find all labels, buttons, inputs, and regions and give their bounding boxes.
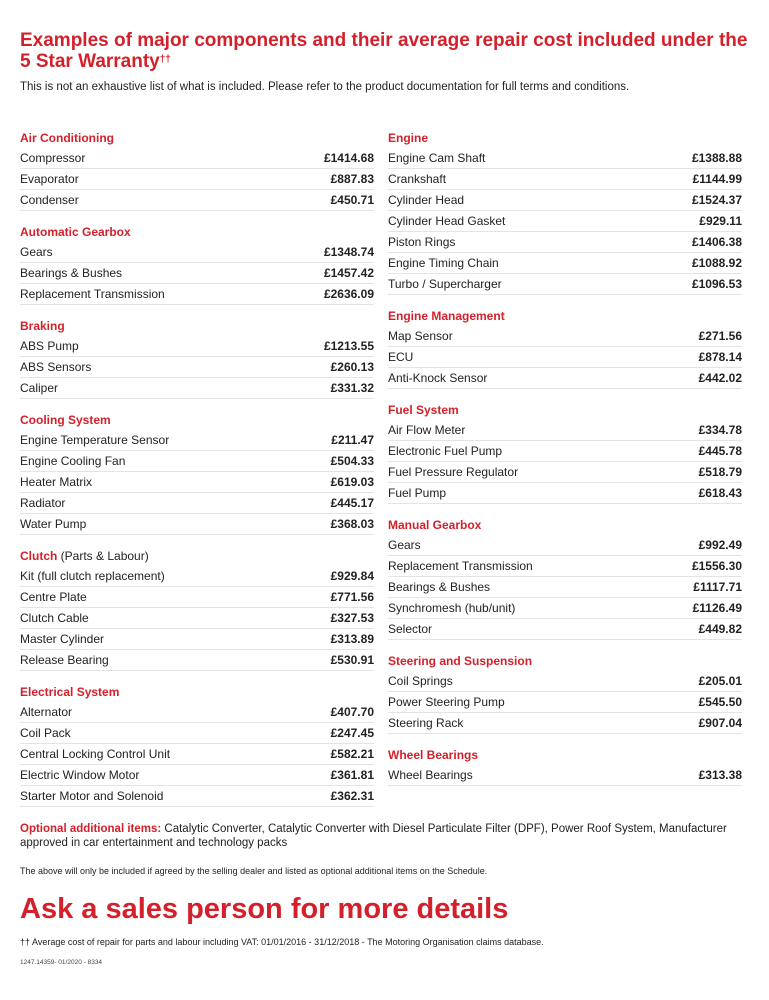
component-name: Clutch Cable xyxy=(20,611,89,625)
component-row xyxy=(388,368,742,389)
component-section xyxy=(20,682,374,807)
section-title: Manual Gearbox xyxy=(388,518,482,532)
optional-items-label: Optional additional items: xyxy=(20,823,162,835)
component-cost: £368.03 xyxy=(330,517,374,531)
component-name: Steering Rack xyxy=(388,716,464,730)
section-heading xyxy=(388,306,742,326)
section-gap xyxy=(20,399,374,410)
component-name: Engine Temperature Sensor xyxy=(20,433,170,447)
component-cost: £619.03 xyxy=(330,475,374,489)
component-name: Cylinder Head xyxy=(388,193,465,207)
component-row xyxy=(388,713,742,734)
component-name: Engine Timing Chain xyxy=(388,256,499,270)
component-cost: £518.79 xyxy=(698,465,742,479)
component-cost: £260.13 xyxy=(330,360,374,374)
component-cost: £929.11 xyxy=(699,214,742,228)
section-heading xyxy=(20,410,374,430)
component-row xyxy=(388,211,742,232)
component-name: ECU xyxy=(388,350,414,364)
component-name: Central Locking Control Unit xyxy=(20,747,171,761)
component-name: Condenser xyxy=(20,193,79,207)
component-section xyxy=(20,546,374,671)
section-title: Clutch xyxy=(20,549,58,563)
component-row xyxy=(388,232,742,253)
component-name: Alternator xyxy=(20,705,73,719)
component-name: ABS Sensors xyxy=(20,360,92,374)
component-name: Evaporator xyxy=(20,172,79,186)
component-name: Map Sensor xyxy=(388,329,453,343)
component-row xyxy=(20,493,374,514)
component-row xyxy=(20,587,374,608)
component-cost: £450.71 xyxy=(330,193,374,207)
component-name: Gears xyxy=(388,538,421,552)
section-title: Fuel System xyxy=(388,403,459,417)
optional-items xyxy=(20,822,750,850)
section-gap xyxy=(20,305,374,316)
section-heading xyxy=(388,651,742,671)
component-row xyxy=(20,608,374,629)
component-name: Caliper xyxy=(20,381,59,395)
component-cost: £1524.37 xyxy=(691,193,742,207)
section-gap xyxy=(388,640,742,651)
component-name: Radiator xyxy=(20,496,66,510)
section-gap xyxy=(388,734,742,745)
component-row xyxy=(388,347,742,368)
component-section xyxy=(20,410,374,535)
component-name: Electric Window Motor xyxy=(20,768,140,782)
component-row xyxy=(20,650,374,671)
component-row xyxy=(20,148,374,169)
section-gap xyxy=(388,295,742,306)
section-title: Cooling System xyxy=(20,413,111,427)
component-row xyxy=(20,765,374,786)
section-heading xyxy=(20,222,374,242)
component-cost: £530.91 xyxy=(330,653,374,667)
component-row xyxy=(20,169,374,190)
component-name: Master Cylinder xyxy=(20,632,105,646)
component-row xyxy=(388,274,742,295)
component-cost: £1144.99 xyxy=(692,172,742,186)
title-footnote-mark: †† xyxy=(159,54,171,65)
component-name: Fuel Pump xyxy=(388,486,447,500)
section-title: Wheel Bearings xyxy=(388,748,479,762)
component-cost: £313.89 xyxy=(330,632,374,646)
component-row xyxy=(20,336,374,357)
component-section xyxy=(20,316,374,399)
component-cost: £929.84 xyxy=(330,569,374,583)
component-name: Gears xyxy=(20,245,53,259)
document-code: 1247.14359- 01/2020 - 8334 xyxy=(20,959,103,966)
component-row xyxy=(20,786,374,807)
section-title: Automatic Gearbox xyxy=(20,225,131,239)
component-name: Engine Cam Shaft xyxy=(388,151,486,165)
component-name: Selector xyxy=(388,622,433,636)
component-name: Turbo / Supercharger xyxy=(388,277,502,291)
left-column xyxy=(20,128,374,807)
section-gap xyxy=(388,389,742,400)
component-section xyxy=(388,651,742,734)
section-heading xyxy=(388,515,742,535)
component-row xyxy=(388,483,742,504)
component-cost: £271.56 xyxy=(698,329,742,343)
section-title: Air Conditioning xyxy=(20,131,114,145)
section-title: Electrical System xyxy=(20,685,120,699)
component-row xyxy=(20,284,374,305)
component-cost: £445.17 xyxy=(330,496,374,510)
component-cost: £334.78 xyxy=(698,423,742,437)
section-gap xyxy=(20,535,374,546)
component-name: Kit (full clutch replacement) xyxy=(20,569,165,583)
component-name: Air Flow Meter xyxy=(388,423,466,437)
component-row xyxy=(20,263,374,284)
component-cost: £1117.71 xyxy=(693,580,742,594)
page-title xyxy=(20,30,750,72)
component-name: Centre Plate xyxy=(20,590,87,604)
component-row xyxy=(20,744,374,765)
section-title: Braking xyxy=(20,319,65,333)
component-row xyxy=(20,357,374,378)
component-cost: £445.78 xyxy=(698,444,742,458)
section-heading xyxy=(388,128,742,148)
component-cost: £205.01 xyxy=(698,674,742,688)
component-row xyxy=(20,472,374,493)
component-name: Power Steering Pump xyxy=(388,695,505,709)
section-title: Engine Management xyxy=(388,309,505,323)
component-row xyxy=(20,702,374,723)
section-heading xyxy=(20,682,374,702)
component-cost: £545.50 xyxy=(698,695,742,709)
page-title-text: Examples of major components and their average repair cost included under the 5 Star Warranty xyxy=(20,30,748,72)
component-cost: £1388.88 xyxy=(691,151,742,165)
component-cost: £1096.53 xyxy=(691,277,742,291)
component-row xyxy=(388,326,742,347)
component-name: Synchromesh (hub/unit) xyxy=(388,601,516,615)
schedule-note: The above will only be included if agreed by the selling dealer and listed as optional additional items on the Schedule. xyxy=(20,866,488,876)
component-row xyxy=(388,692,742,713)
component-cost: £331.32 xyxy=(330,381,374,395)
component-name: Electronic Fuel Pump xyxy=(388,444,503,458)
component-section xyxy=(388,515,742,640)
component-row xyxy=(388,556,742,577)
component-cost: £1457.42 xyxy=(323,266,374,280)
component-section xyxy=(388,400,742,504)
component-name: ABS Pump xyxy=(20,339,79,353)
section-title: Steering and Suspension xyxy=(388,654,533,668)
right-column xyxy=(388,128,742,786)
component-row xyxy=(388,441,742,462)
component-row xyxy=(388,253,742,274)
section-heading xyxy=(20,128,374,148)
component-row xyxy=(20,629,374,650)
section-heading xyxy=(388,400,742,420)
component-section xyxy=(388,745,742,786)
component-cost: £407.70 xyxy=(330,705,374,719)
component-cost: £582.21 xyxy=(330,747,374,761)
component-name: Fuel Pressure Regulator xyxy=(388,465,519,479)
component-name: Anti-Knock Sensor xyxy=(388,371,488,385)
component-section xyxy=(20,222,374,305)
section-heading xyxy=(20,316,374,336)
component-cost: £361.81 xyxy=(330,768,374,782)
section-gap xyxy=(388,504,742,515)
component-cost: £887.83 xyxy=(330,172,374,186)
component-cost: £618.43 xyxy=(698,486,742,500)
component-row xyxy=(20,723,374,744)
component-cost: £442.02 xyxy=(698,371,742,385)
component-name: Water Pump xyxy=(20,517,87,531)
component-name: Wheel Bearings xyxy=(388,768,473,782)
component-cost: £327.53 xyxy=(330,611,374,625)
component-cost: £313.38 xyxy=(698,768,742,782)
intro-text: This is not an exhaustive list of what is included. Please refer to the product documentation for full terms and conditions. xyxy=(20,81,630,93)
section-heading xyxy=(388,745,742,765)
component-row xyxy=(388,148,742,169)
component-row xyxy=(388,671,742,692)
component-name: Engine Cooling Fan xyxy=(20,454,126,468)
component-row xyxy=(20,190,374,211)
section-gap xyxy=(20,671,374,682)
section-subtitle: (Parts & Labour) xyxy=(57,549,149,563)
component-name: Bearings & Bushes xyxy=(388,580,491,594)
component-cost: £1414.68 xyxy=(323,151,374,165)
component-cost: £1406.38 xyxy=(691,235,742,249)
component-section xyxy=(388,128,742,295)
component-row xyxy=(20,451,374,472)
component-cost: £992.49 xyxy=(698,538,742,552)
component-cost: £1556.30 xyxy=(691,559,742,573)
component-section xyxy=(20,128,374,211)
component-name: Compressor xyxy=(20,151,86,165)
footnote: †† Average cost of repair for parts and labour including VAT: 01/01/2016 - 31/12/2018 - The Motoring Organisation claims database. xyxy=(20,937,544,947)
component-cost: £211.47 xyxy=(331,433,374,447)
component-name: Cylinder Head Gasket xyxy=(388,214,506,228)
component-row xyxy=(20,430,374,451)
component-row xyxy=(20,514,374,535)
component-name: Bearings & Bushes xyxy=(20,266,123,280)
component-row xyxy=(388,420,742,441)
component-name: Crankshaft xyxy=(388,172,447,186)
component-cost: £362.31 xyxy=(330,789,374,803)
component-cost: £504.33 xyxy=(330,454,374,468)
component-name: Release Bearing xyxy=(20,653,109,667)
component-cost: £907.04 xyxy=(698,716,742,730)
section-gap xyxy=(20,211,374,222)
component-name: Heater Matrix xyxy=(20,475,93,489)
component-row xyxy=(388,598,742,619)
component-row xyxy=(20,566,374,587)
optional-items-text: Catalytic Converter, Catalytic Converter with Diesel Particulate Filter (DPF), Power Roof System, Manufacturer approved in car entertainment and technology packs xyxy=(20,823,727,849)
section-title: Engine xyxy=(388,131,429,145)
component-name: Starter Motor and Solenoid xyxy=(20,789,164,803)
component-cost: £449.82 xyxy=(698,622,742,636)
component-row xyxy=(388,169,742,190)
component-row xyxy=(388,765,742,786)
component-cost: £1213.55 xyxy=(323,339,374,353)
component-cost: £247.45 xyxy=(330,726,374,740)
component-row xyxy=(388,535,742,556)
component-name: Coil Springs xyxy=(388,674,453,688)
component-cost: £1088.92 xyxy=(691,256,742,270)
component-name: Replacement Transmission xyxy=(20,287,165,301)
component-row xyxy=(20,242,374,263)
component-row xyxy=(388,619,742,640)
component-cost: £2636.09 xyxy=(323,287,374,301)
component-row xyxy=(388,462,742,483)
component-row xyxy=(388,577,742,598)
section-heading xyxy=(20,546,374,566)
component-cost: £771.56 xyxy=(330,590,374,604)
component-cost: £878.14 xyxy=(698,350,742,364)
component-section xyxy=(388,306,742,389)
component-cost: £1348.74 xyxy=(323,245,374,259)
component-name: Coil Pack xyxy=(20,726,71,740)
call-to-action: Ask a sales person for more details xyxy=(20,893,509,925)
component-name: Piston Rings xyxy=(388,235,456,249)
component-row xyxy=(20,378,374,399)
component-row xyxy=(388,190,742,211)
component-cost: £1126.49 xyxy=(692,601,742,615)
component-name: Replacement Transmission xyxy=(388,559,533,573)
